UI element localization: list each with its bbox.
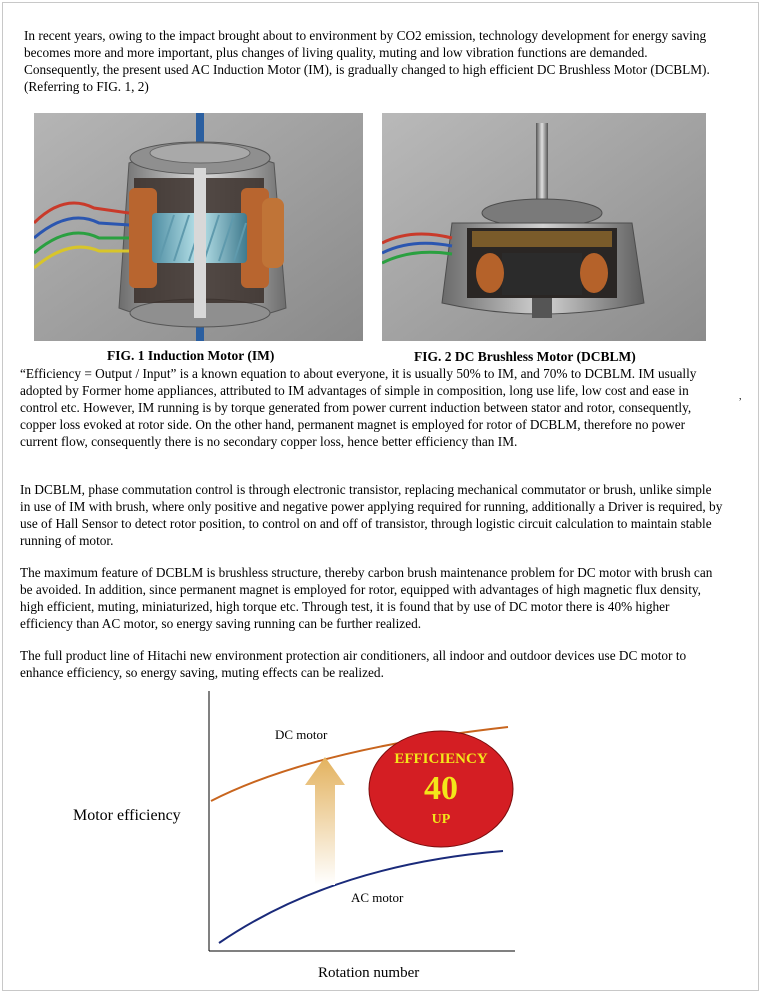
dc-motor-label: DC motor: [275, 727, 328, 742]
induction-motor-photo: [34, 113, 363, 341]
document-page: [2, 2, 759, 991]
x-axis-label: Rotation number: [318, 965, 420, 981]
y-axis-label: Motor efficiency: [73, 807, 181, 824]
efficiency-up-arrow: [305, 757, 345, 885]
fig1-caption: FIG. 1 Induction Motor (IM): [107, 348, 275, 363]
induction-motor-illustration: [34, 113, 363, 341]
efficiency-paragraph: “Efficiency = Output / Input” is a known equation to about everyone, it is usually 50% to IM, and 70% to DCBLM. IM usually adopted by Former home appliances, attributed to IM advantages of simple in composition, long use life, low cost and ease in control etc. However, IM running is by torque generated from power current induction between stator and rotor, consequently, copper loss evoked at rotor side. On the other hand, permanent magnet is employed for rotor of DCBLM, therefore no power current flow, consequently there is no secondary copper loss, hence better efficiency than IM.: [20, 366, 697, 449]
dc-brushless-motor-illustration: [382, 113, 706, 341]
commutation-paragraph: In DCBLM, phase commutation control is through electronic transistor, replacing mechanical commutator or brush, unlike simple in use of IM with brush, where only positive and negative power applying required for running, additionally a Driver is required, by use of Hall Sensor to detect rotor position, to control on and off of transistor, through logistic circuit calculation to maintain stable running of motor.: [20, 482, 723, 548]
efficiency-diagram: [63, 687, 563, 987]
badge-percent-text: 40: [424, 770, 458, 807]
stray-mark: ,: [739, 391, 742, 402]
badge-up-text: UP: [431, 812, 451, 827]
feature-paragraph: The maximum feature of DCBLM is brushless structure, thereby carbon brush maintenance problem for DC motor with brush can be avoided. In addition, since permanent magnet is employed for rotor, equipped with advantages of high magnetic flux density, high efficient, muting, miniaturized, high torque etc. Through test, it is found that by use of DC motor there is 40% higher efficiency than AC motor, so energy saving running can be further realized.: [20, 565, 713, 631]
lineup-paragraph: The full product line of Hitachi new environment protection air conditioners, all indoor and outdoor devices use DC motor to enhance efficiency, so energy saving, muting effects can be realized.: [20, 648, 687, 680]
dc-brushless-motor-photo: [382, 113, 706, 341]
ac-motor-label: AC motor: [351, 890, 404, 905]
intro-paragraph: In recent years, owing to the impact brought about to environment by CO2 emission, technology development for energy saving becomes more and more important, plus changes of living quality, muting and low vibration functions are demanded. Consequently, the present used AC Induction Motor (IM), is gradually changed to high efficient DC Brushless Motor (DCBLM). (Referring to FIG. 1, 2): [24, 28, 710, 94]
fig2-caption: FIG. 2 DC Brushless Motor (DCBLM): [414, 349, 636, 364]
badge-efficiency-text: EFFICIENCY: [394, 751, 488, 767]
